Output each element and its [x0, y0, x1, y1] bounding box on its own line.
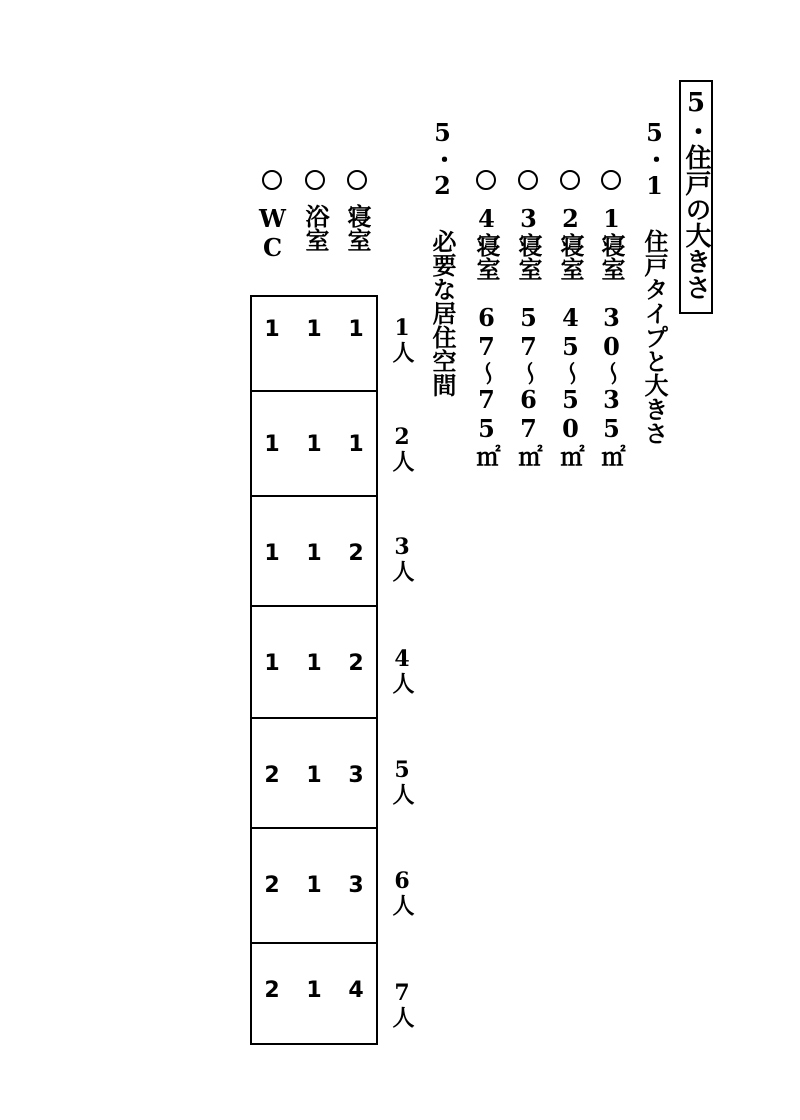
cell-bedroom: 1 [348, 432, 364, 457]
bullet-circle-icon [305, 170, 325, 190]
table-row [252, 297, 376, 392]
persons-label: 1人 [389, 315, 415, 363]
unit-type-label: 4寝室 [472, 204, 501, 281]
bullet-circle-icon [476, 170, 496, 190]
unit-type-range: 57〜67㎡ [514, 303, 543, 467]
unit-type-label: 3寝室 [514, 204, 543, 281]
cell-wc: 1 [264, 317, 280, 342]
unit-type-item-3 [514, 170, 542, 467]
persons-label: 3人 [389, 534, 415, 582]
cell-wc: 2 [264, 978, 280, 1003]
cell-bath: 1 [306, 763, 322, 788]
required-space-table [250, 295, 378, 1045]
cell-bedroom: 4 [348, 978, 364, 1003]
cell-bedroom: 1 [348, 317, 364, 342]
subsection-5-1-title: 5・1 住戸タイプと大きさ [640, 118, 669, 445]
unit-type-range: 67〜75㎡ [472, 303, 501, 467]
cell-bath: 1 [306, 978, 322, 1003]
cell-bath: 1 [306, 541, 322, 566]
bullet-circle-icon [560, 170, 580, 190]
unit-type-item-4 [472, 170, 500, 467]
cell-bedroom: 3 [348, 873, 364, 898]
header-bedroom: 寝室 [343, 170, 371, 252]
unit-type-label: 1寝室 [597, 204, 626, 281]
cell-wc: 1 [264, 541, 280, 566]
header-bath: 浴室 [301, 170, 329, 252]
cell-bedroom: 2 [348, 541, 364, 566]
table-row [252, 719, 376, 829]
cell-bath: 1 [306, 432, 322, 457]
unit-type-item-2 [556, 170, 584, 467]
persons-label: 2人 [389, 424, 415, 472]
cell-bath: 1 [306, 873, 322, 898]
unit-type-range: 30〜35㎡ [597, 303, 626, 467]
header-wc: WC [258, 170, 286, 262]
subsection-5-2-title: 5・2 必要な居住空間 [428, 118, 457, 397]
table-row [252, 829, 376, 944]
cell-wc: 2 [264, 873, 280, 898]
bullet-circle-icon [262, 170, 282, 190]
persons-label: 4人 [389, 646, 415, 694]
cell-wc: 2 [264, 763, 280, 788]
bullet-circle-icon [601, 170, 621, 190]
table-row [252, 497, 376, 607]
cell-bedroom: 3 [348, 763, 364, 788]
section-title-text: 5・住戸の大きさ [681, 88, 711, 300]
section-title [679, 80, 713, 314]
bullet-circle-icon [347, 170, 367, 190]
unit-type-range: 45〜50㎡ [556, 303, 585, 467]
cell-bedroom: 2 [348, 651, 364, 676]
persons-label: 6人 [389, 868, 415, 916]
bullet-circle-icon [518, 170, 538, 190]
table-row [252, 944, 376, 1043]
cell-wc: 1 [264, 651, 280, 676]
persons-label: 5人 [389, 757, 415, 805]
table-row [252, 607, 376, 719]
persons-label: 7人 [389, 980, 415, 1028]
table-row [252, 392, 376, 497]
cell-bath: 1 [306, 651, 322, 676]
unit-type-label: 2寝室 [556, 204, 585, 281]
cell-wc: 1 [264, 432, 280, 457]
unit-type-item-1 [597, 170, 625, 467]
cell-bath: 1 [306, 317, 322, 342]
